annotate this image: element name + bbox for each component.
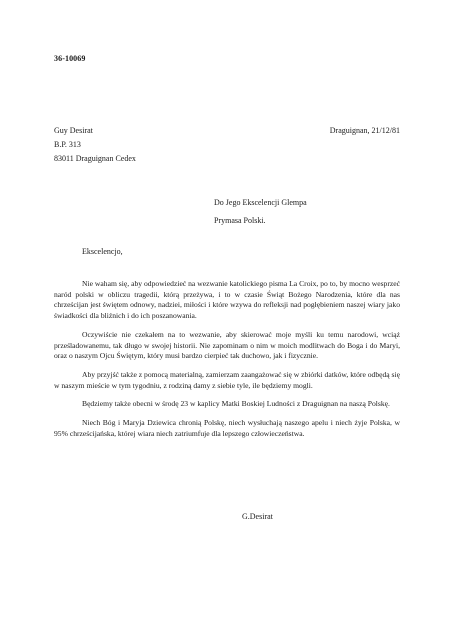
sender-po-box: B.P. 313 bbox=[54, 140, 81, 149]
recipient-address bbox=[214, 194, 307, 230]
sender-name: Guy Desirat bbox=[54, 126, 93, 135]
sender-address bbox=[54, 124, 136, 166]
body-paragraph: Będziemy także obecni w środę 23 w kaplicy Matki Boskiej Ludności z Draguignan na naszą Polskę. bbox=[82, 399, 390, 409]
body-paragraph: Niech Bóg i Maryja Dziewica chronią Polskę, niech wysłuchają naszego apelu i niech żyje Polska, w 95% chrześcijańska, której wiara niech zatriumfuje dla lepszego człowieczeństwa. bbox=[54, 418, 400, 438]
recipient-line-1: Do Jego Ekscelencji Glempa bbox=[214, 198, 307, 207]
recipient-line-2: Prymasa Polski. bbox=[214, 216, 266, 225]
body-paragraph: Nie waham się, aby odpowiedzieć na wezwanie katolickiego pisma La Croix, po to, by mocno wesprzeć naród polski w obliczu tragedii, którą przeżywa, i to w czasie Świąt Bożego Narodzenia, które dla nas chrześcijan jest świętem odnowy, nadziei, miłości i które wzywa do refleksji nad pogłębieniem naszej wiary jako świadkości dla bliźnich i do ich poszanowania. bbox=[54, 279, 400, 321]
salutation: Ekscelencjo, bbox=[82, 247, 123, 256]
body-paragraph: Oczywiście nie czekałem na to wezwanie, aby skierować moje myśli ku temu narodowi, wciąż prześladowanemu, tak długo w swojej historii. Nie zapominam o nim w moich modlitwach do Boga i do Maryi, oraz o naszym Ojcu Świętym, który musi bardzo cierpieć tak duchowo, jak i fizycznie. bbox=[54, 329, 400, 361]
signature: G.Desirat bbox=[242, 512, 273, 521]
sender-city: 83011 Draguignan Cedex bbox=[54, 154, 136, 163]
body-paragraph: Aby przyjść także z pomocą materialną, zamierzam zaangażować się w zbiórki datków, które odbędą się w naszym mieście w tym tygodniu, z rodziną damy z siebie tyle, ile będziemy mogli. bbox=[54, 369, 400, 390]
place-date: Draguignan, 21/12/81 bbox=[329, 126, 400, 135]
document-reference: 36-10069 bbox=[54, 54, 86, 63]
letter-body bbox=[54, 279, 400, 447]
